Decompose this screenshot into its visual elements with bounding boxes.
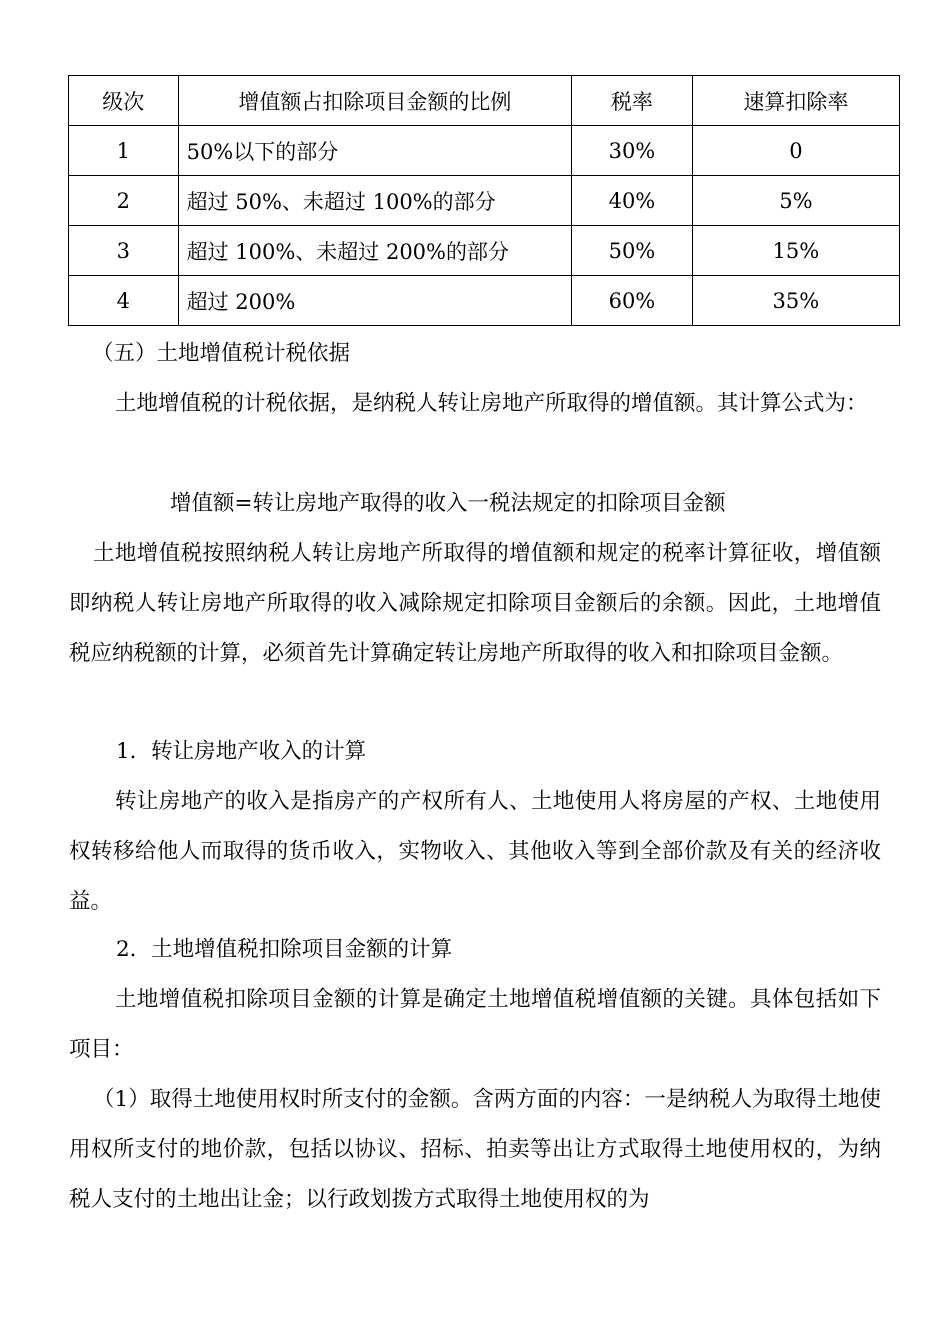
cell-quick-deduction: 0 bbox=[692, 126, 899, 176]
cell-quick-deduction: 15% bbox=[692, 226, 899, 276]
table-row bbox=[69, 276, 900, 326]
header-level: 级次 bbox=[69, 76, 179, 126]
paragraph-income: 转让房地产的收入是指房产的产权所有人、土地使用人将房屋的产权、土地使用权转移给他人而取得的货币收入，实物收入、其他收入等到全部价款及有关的经济收益。 bbox=[69, 789, 881, 914]
table-header-row bbox=[69, 76, 900, 126]
header-quick-deduction: 速算扣除率 bbox=[692, 76, 899, 126]
cell-tax-rate: 30% bbox=[572, 126, 693, 176]
section-heading: （五）土地增值税计税依据 bbox=[92, 341, 351, 366]
cell-ratio: 超过 50%、未超过 100%的部分 bbox=[178, 176, 572, 226]
paragraph-item-1: （1）取得土地使用权时所支付的金额。含两方面的内容：一是纳税人为取得土地使用权所支付的地价款，包括以协议、招标、拍卖等出让方式取得土地使用权的，为纳税人支付的土地出让金；以行政划拨方式取得土地使用权的为 bbox=[69, 1087, 881, 1212]
cell-tax-rate: 50% bbox=[572, 226, 693, 276]
cell-quick-deduction: 35% bbox=[692, 276, 899, 326]
table-row bbox=[69, 176, 900, 226]
table-row bbox=[69, 226, 900, 276]
tax-rate-table bbox=[68, 75, 900, 326]
cell-level: 4 bbox=[69, 276, 179, 326]
subheading-deduction: 2．土地增值税扣除项目金额的计算 bbox=[116, 937, 453, 962]
cell-quick-deduction: 5% bbox=[692, 176, 899, 226]
table-row bbox=[69, 126, 900, 176]
cell-ratio: 50%以下的部分 bbox=[178, 126, 572, 176]
formula-line: 增值额=转让房地产取得的收入一税法规定的扣除项目金额 bbox=[170, 491, 726, 516]
paragraph-levy: 土地增值税按照纳税人转让房地产所取得的增值额和规定的税率计算征收，增值额即纳税人转让房地产所取得的收入减除规定扣除项目金额后的余额。因此，土地增值税应纳税额的计算，必须首先计算确定转让房地产所取得的收入和扣除项目金额。 bbox=[69, 541, 881, 666]
cell-level: 3 bbox=[69, 226, 179, 276]
cell-tax-rate: 60% bbox=[572, 276, 693, 326]
subheading-income: 1．转让房地产收入的计算 bbox=[116, 739, 367, 764]
paragraph-deduction: 土地增值税扣除项目金额的计算是确定土地增值税增值额的关键。具体包括如下项目： bbox=[69, 987, 881, 1062]
cell-ratio: 超过 200% bbox=[178, 276, 572, 326]
paragraph-basis: 土地增值税的计税依据，是纳税人转让房地产所取得的增值额。其计算公式为： bbox=[115, 391, 868, 416]
cell-ratio: 超过 100%、未超过 200%的部分 bbox=[178, 226, 572, 276]
header-tax-rate: 税率 bbox=[572, 76, 693, 126]
cell-level: 1 bbox=[69, 126, 179, 176]
cell-tax-rate: 40% bbox=[572, 176, 693, 226]
header-ratio: 增值额占扣除项目金额的比例 bbox=[178, 76, 572, 126]
cell-level: 2 bbox=[69, 176, 179, 226]
